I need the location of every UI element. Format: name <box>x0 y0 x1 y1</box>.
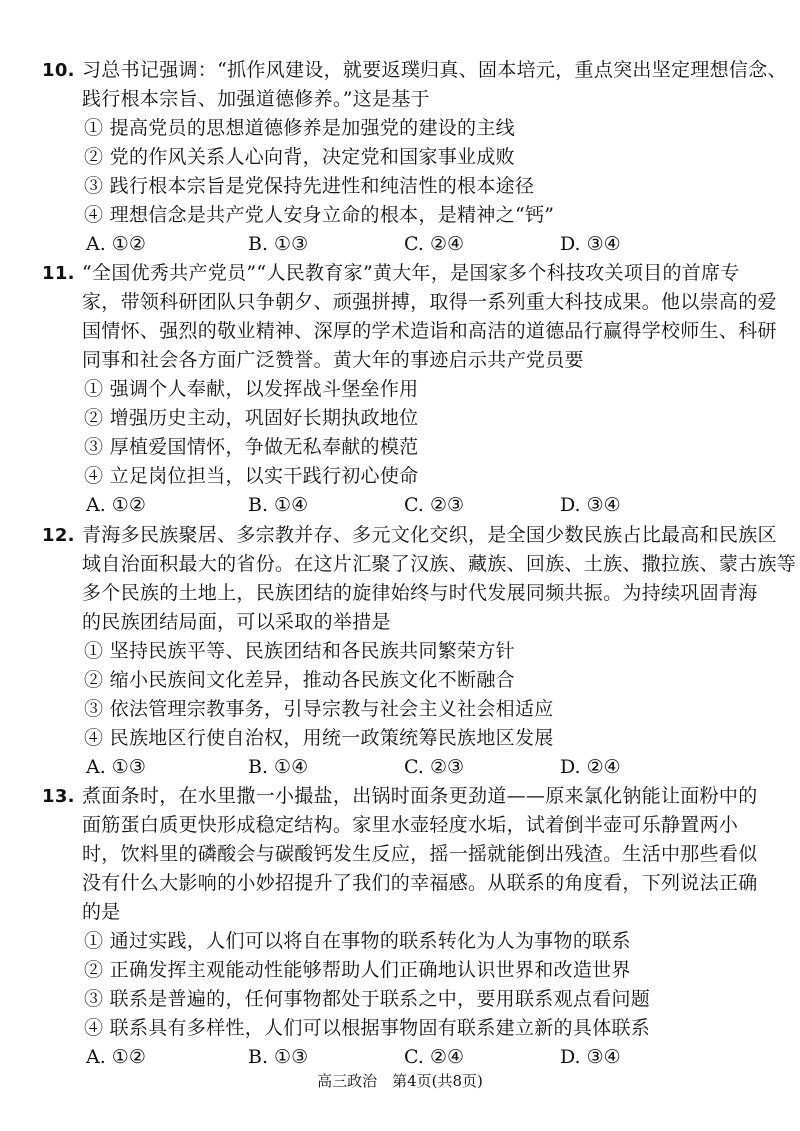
stem-line: 青海多民族聚居、多宗教并存、多元文化交织，是全国少数民族占比最高和民族区 <box>82 524 777 546</box>
stem-line: “全国优秀共产党员”“人民教育家”黄大年，是国家多个科技攻关项目的首席专 <box>82 262 740 284</box>
question-10 <box>42 56 787 259</box>
answer-d: D. ③④ <box>560 1046 621 1068</box>
stem-line: 时，饮料里的磷酸会与碳酸钙发生反应，摇一摇就能倒出残渣。生活中那些看似 <box>82 843 758 865</box>
option-2: ② 正确发挥主观能动性能够帮助人们正确地认识世界和改造世界 <box>84 959 631 981</box>
question-12 <box>42 521 797 782</box>
answer-c: C. ②③ <box>404 494 465 516</box>
answer-a: A. ①③ <box>86 756 146 778</box>
answer-choices <box>42 230 762 259</box>
option-4: ④ 立足岗位担当，以实干践行初心使命 <box>84 465 419 487</box>
option-1: ① 通过实践，人们可以将自在事物的联系转化为人为事物的联系 <box>84 930 631 952</box>
question-stem <box>42 521 797 637</box>
option-2: ② 增强历史主动，巩固好长期执政地位 <box>84 407 419 429</box>
option-3: ③ 厚植爱国情怀，争做无私奉献的模范 <box>84 436 419 458</box>
option-1: ① 提高党员的思想道德修养是加强党的建设的主线 <box>84 117 515 139</box>
question-number: 12. <box>42 525 75 546</box>
stem-line: 煮面条时，在水里撒一小撮盐，出锅时面条更劲道——原来氯化钠能让面粉中的 <box>82 785 758 807</box>
answer-b: B. ①③ <box>248 233 309 255</box>
question-stem <box>42 56 787 114</box>
stem-line: 的是 <box>82 901 121 923</box>
stem-line: 习总书记强调：“抓作风建设，就要返璞归真、固本培元，重点突出坚定理想信念、 <box>82 59 787 81</box>
answer-d: D. ③④ <box>560 494 621 516</box>
answer-c: C. ②④ <box>404 233 465 255</box>
answer-b: B. ①④ <box>248 756 309 778</box>
answer-d: D. ③④ <box>560 233 621 255</box>
answer-choices <box>42 491 762 520</box>
stem-line: 域自治面积最大的省份。在这片汇聚了汉族、藏族、回族、土族、撒拉族、蒙古族等 <box>82 553 797 575</box>
answer-a: A. ①② <box>86 494 146 516</box>
question-number: 13. <box>42 786 75 807</box>
stem-line: 面筋蛋白质更快形成稳定结构。家里水壶轻度水垢，试着倒半壶可乐静置两小 <box>82 814 739 836</box>
question-stem <box>42 782 762 927</box>
question-number: 10. <box>42 60 75 81</box>
option-1: ① 坚持民族平等、民族团结和各民族共同繁荣方针 <box>84 640 515 662</box>
answer-b: B. ①③ <box>248 1046 309 1068</box>
stem-line: 的民族团结局面，可以采取的举措是 <box>82 611 391 633</box>
page-footer: 高三政治 第4页(共8页) <box>317 1072 483 1090</box>
answer-d: D. ②④ <box>560 756 621 778</box>
question-stem <box>42 259 777 375</box>
stem-line: 家，带领科研团队只争朝夕、顽强拼搏，取得一系列重大科技成果。他以崇高的爱 <box>82 291 777 313</box>
answer-choices <box>42 1043 762 1072</box>
answer-b: B. ①④ <box>248 494 309 516</box>
option-4: ④ 联系具有多样性，人们可以根据事物固有联系建立新的具体联系 <box>84 1017 651 1039</box>
option-4: ④ 民族地区行使自治权，用统一政策统筹民族地区发展 <box>84 727 554 749</box>
option-3: ③ 践行根本宗旨是党保持先进性和纯洁性的根本途径 <box>84 175 535 197</box>
answer-choices <box>42 753 762 782</box>
option-4: ④ 理想信念是共产党人安身立命的根本，是精神之“钙” <box>84 204 555 226</box>
stem-line: 同事和社会各方面广泛赞誉。黄大年的事迹启示共产党员要 <box>82 349 584 371</box>
stem-line: 践行根本宗旨、加强道德修养。”这是基于 <box>82 88 430 110</box>
option-3: ③ 依法管理宗教事务，引导宗教与社会主义社会相适应 <box>84 698 554 720</box>
question-number: 11. <box>42 263 75 284</box>
option-1: ① 强调个人奉献，以发挥战斗堡垒作用 <box>84 378 419 400</box>
stem-line: 多个民族的土地上，民族团结的旋律始终与时代发展同频共振。为持续巩固青海 <box>82 582 758 604</box>
stem-line: 国情怀、强烈的敬业精神、深厚的学术造诣和高洁的道德品行赢得学校师生、科研 <box>82 320 777 342</box>
question-11 <box>42 259 777 520</box>
answer-c: C. ②④ <box>404 1046 465 1068</box>
stem-line: 没有什么大影响的小妙招提升了我们的幸福感。从联系的角度看，下列说法正确 <box>82 872 758 894</box>
option-2: ② 党的作风关系人心向背，决定党和国家事业成败 <box>84 146 515 168</box>
answer-a: A. ①② <box>86 1046 146 1068</box>
answer-c: C. ②③ <box>404 756 465 778</box>
answer-a: A. ①② <box>86 233 146 255</box>
question-13 <box>42 782 762 1072</box>
option-3: ③ 联系是普遍的，任何事物都处于联系之中，要用联系观点看问题 <box>84 988 651 1010</box>
option-2: ② 缩小民族间文化差异，推动各民族文化不断融合 <box>84 669 515 691</box>
